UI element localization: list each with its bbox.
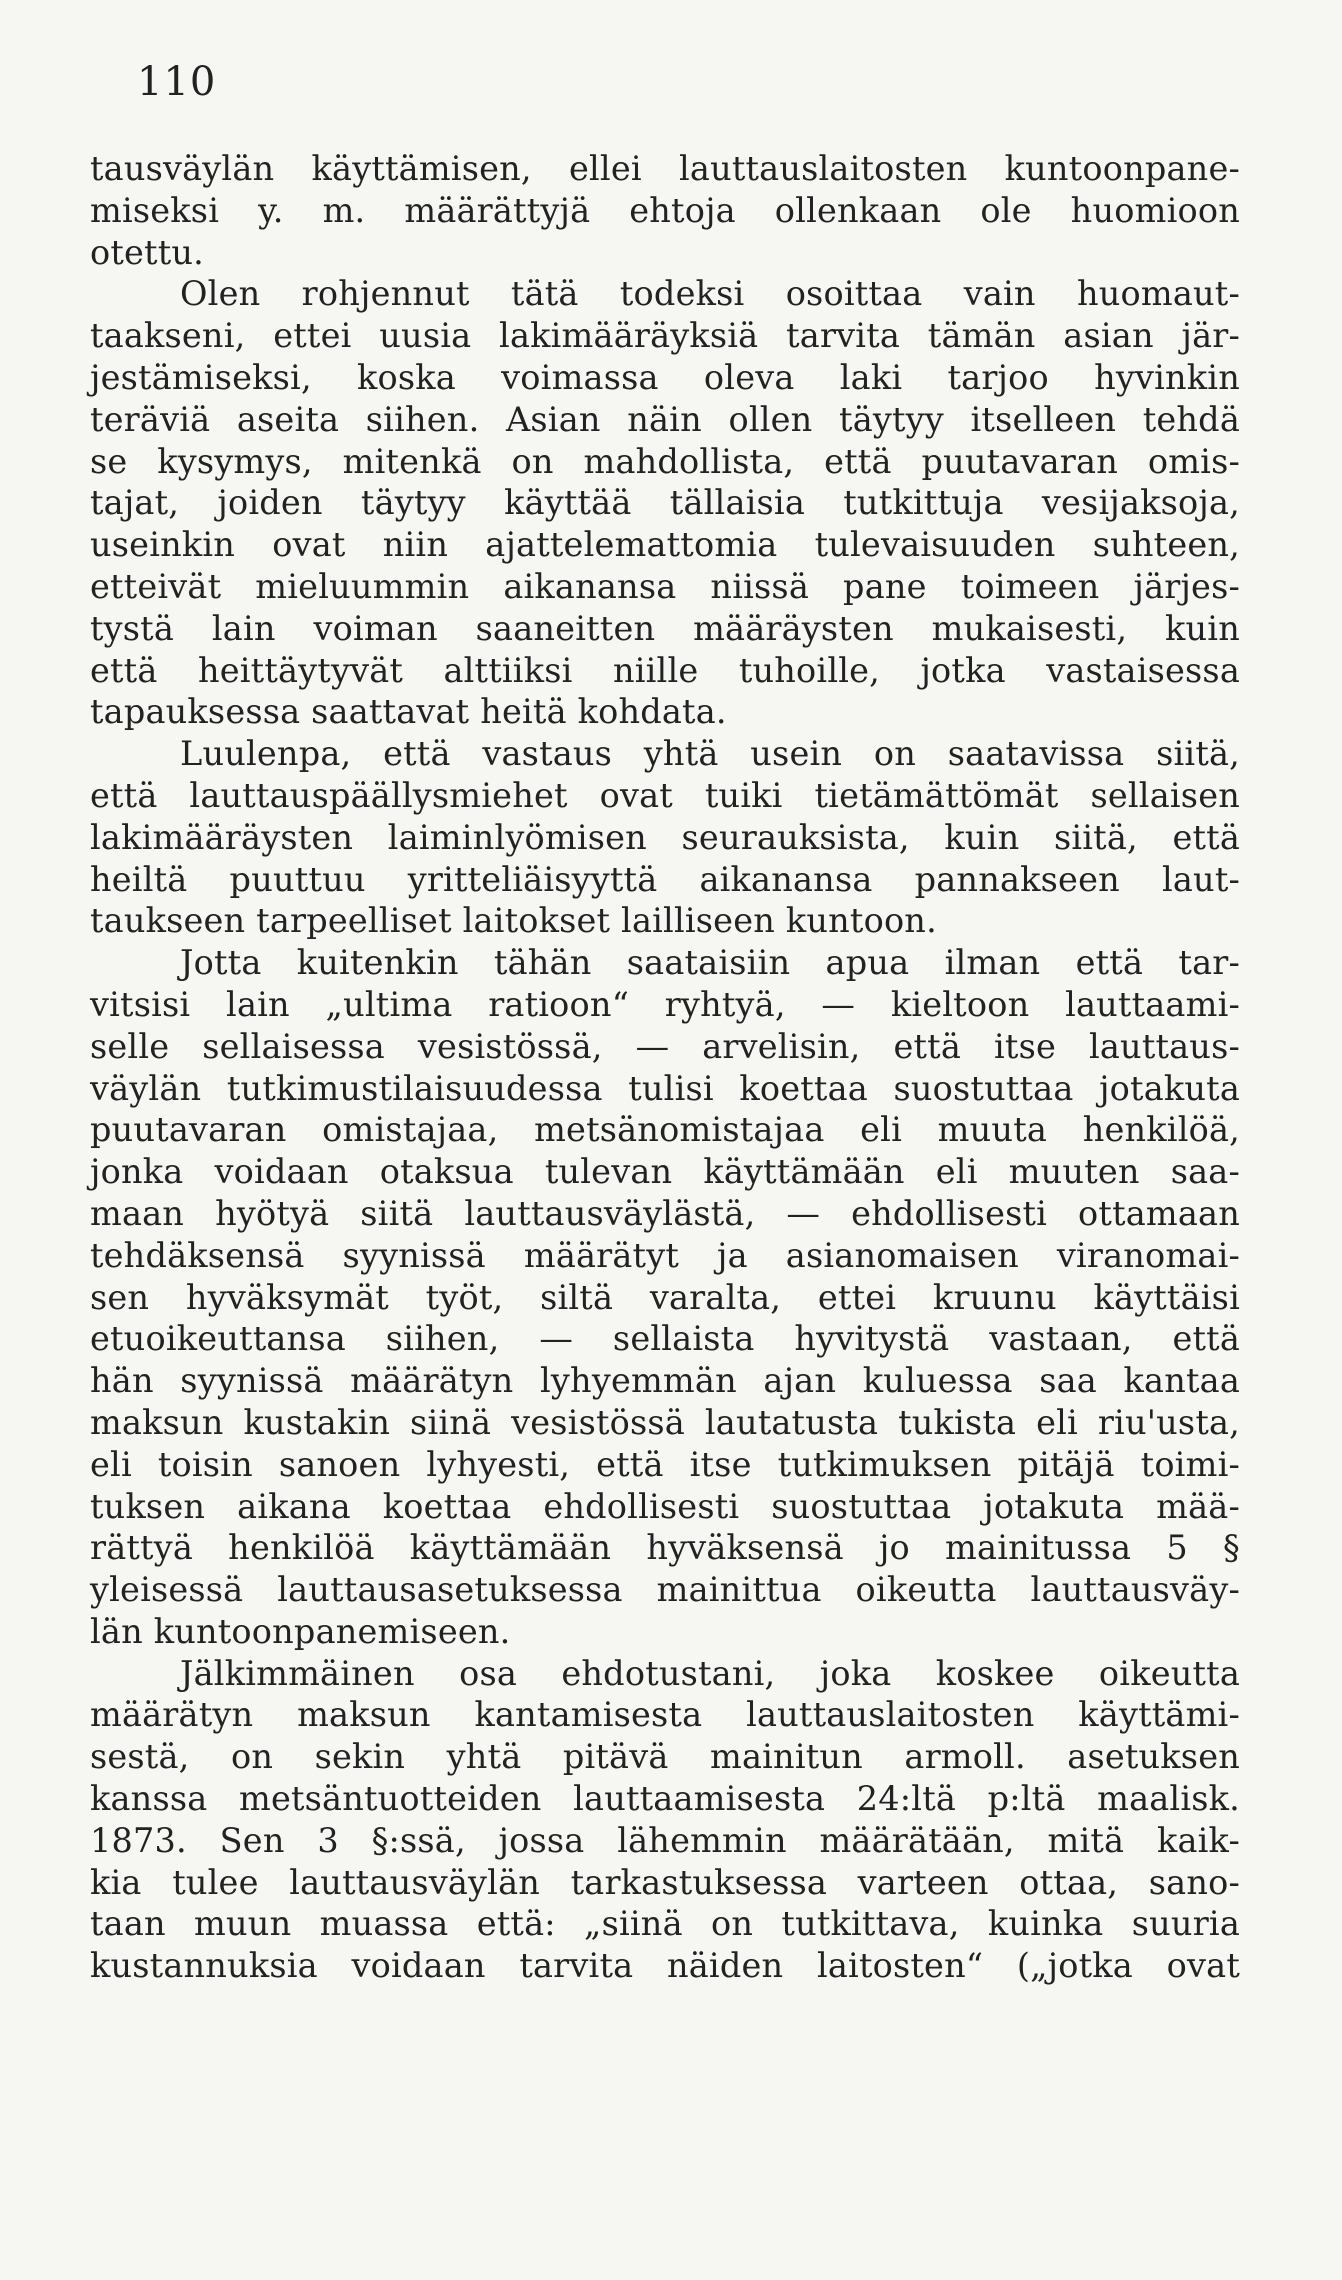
text-line: maksun kustakin siinä vesistössä lautatusta tukista eli riu'usta, — [90, 1402, 1240, 1442]
text-line: maan hyötyä siitä lauttausväylästä, — ehdollisesti ottamaan — [90, 1193, 1240, 1233]
text-line: taukseen tarpeelliset laitokset lailliseen kuntoon. — [90, 901, 937, 941]
text-line: tapauksessa saattavat heitä kohdata. — [90, 692, 727, 732]
body-text — [90, 148, 1240, 1987]
text-line: sen hyväksymät työt, siltä varalta, ettei kruunu käyttäisi — [90, 1277, 1240, 1317]
text-line: etteivät mieluummin aikanansa niissä pane toimeen järjes- — [90, 566, 1240, 606]
text-line: yleisessä lauttausasetuksessa mainittua oikeutta lauttausväy- — [90, 1570, 1240, 1610]
page-number: 110 — [137, 59, 217, 105]
text-line: tystä lain voiman saaneitten määräysten mukaisesti, kuin — [90, 608, 1240, 648]
text-line: kanssa metsäntuotteiden lauttaamisesta 24:ltä p:ltä maalisk. — [90, 1779, 1240, 1819]
text-line: Jälkimmäinen osa ehdotustani, joka koskee oikeutta — [180, 1653, 1240, 1693]
text-line: Jotta kuitenkin tähän saataisiin apua ilman että tar- — [180, 943, 1240, 983]
text-line: Luulenpa, että vastaus yhtä usein on saatavissa siitä, — [180, 734, 1240, 774]
text-line: tehdäksensä syynissä määrätyt ja asianomaisen viranomai- — [90, 1235, 1240, 1275]
text-line: useinkin ovat niin ajattelemattomia tulevaisuuden suhteen, — [90, 525, 1240, 565]
text-line: hän syynissä määrätyn lyhyemmän ajan kuluessa saa kantaa — [90, 1361, 1240, 1401]
text-line: Olen rohjennut tätä todeksi osoittaa vain huomaut- — [180, 274, 1240, 314]
text-line: lakimääräysten laiminlyömisen seurauksista, kuin siitä, että — [90, 817, 1240, 857]
text-line: jonka voidaan otaksua tulevan käyttämään eli muuten saa- — [90, 1152, 1240, 1192]
text-line: että heittäytyvät alttiiksi niille tuhoille, jotka vastaisessa — [90, 650, 1240, 690]
text-line: selle sellaisessa vesistössä, — arvelisin, että itse lauttaus- — [90, 1026, 1240, 1066]
text-line: heiltä puuttuu yritteliäisyyttä aikanansa pannakseen laut- — [90, 859, 1240, 899]
text-line: etuoikeuttansa siihen, — sellaista hyvitystä vastaan, että — [90, 1319, 1240, 1359]
text-line: että lauttauspäällysmiehet ovat tuiki tietämättömät sellaisen — [90, 775, 1240, 815]
text-line: taan muun muassa että: „siinä on tutkittava, kuinka suuria — [90, 1904, 1240, 1944]
text-line: jestämiseksi, koska voimassa oleva laki tarjoo hyvinkin — [90, 357, 1240, 397]
text-line: sestä, on sekin yhtä pitävä mainitun armoll. asetuksen — [90, 1737, 1240, 1777]
text-line: vitsisi lain „ultima ratioon“ ryhtyä, — kieltoon lauttaami- — [90, 984, 1240, 1024]
text-line: eli toisin sanoen lyhyesti, että itse tutkimuksen pitäjä toimi- — [90, 1444, 1240, 1484]
text-line: tausväylän käyttämisen, ellei lauttauslaitosten kuntoonpane- — [90, 149, 1240, 188]
text-line: län kuntoonpanemiseen. — [90, 1611, 511, 1651]
text-line: otettu. — [90, 232, 205, 272]
text-line: taakseni, ettei uusia lakimääräyksiä tarvita tämän asian jär- — [90, 316, 1240, 356]
text-line: puutavaran omistajaa, metsänomistajaa eli muuta henkilöä, — [90, 1110, 1240, 1150]
text-line: teräviä aseita siihen. Asian näin ollen täytyy itselleen tehdä — [90, 399, 1240, 439]
text-line: kia tulee lauttausväylän tarkastuksessa varteen ottaa, sano- — [90, 1862, 1240, 1902]
text-line: tuksen aikana koettaa ehdollisesti suostuttaa jotakuta mää- — [90, 1486, 1240, 1526]
text-line: 1873. Sen 3 §:ssä, jossa lähemmin määrätään, mitä kaik- — [90, 1820, 1240, 1860]
text-line: rättyä henkilöä käyttämään hyväksensä jo mainitussa 5 § — [90, 1528, 1240, 1568]
text-line: kustannuksia voidaan tarvita näiden laitosten“ („jotka ovat — [90, 1946, 1240, 1986]
text-line: miseksi y. m. määrättyjä ehtoja ollenkaan ole huomioon — [90, 190, 1240, 230]
text-line: määrätyn maksun kantamisesta lauttauslaitosten käyttämi- — [90, 1695, 1240, 1735]
text-line: se kysymys, mitenkä on mahdollista, että puutavaran omis- — [90, 441, 1240, 481]
text-line: väylän tutkimustilaisuudessa tulisi koettaa suostuttaa jotakuta — [90, 1068, 1240, 1108]
text-line: tajat, joiden täytyy käyttää tällaisia tutkittuja vesijaksoja, — [90, 483, 1240, 523]
